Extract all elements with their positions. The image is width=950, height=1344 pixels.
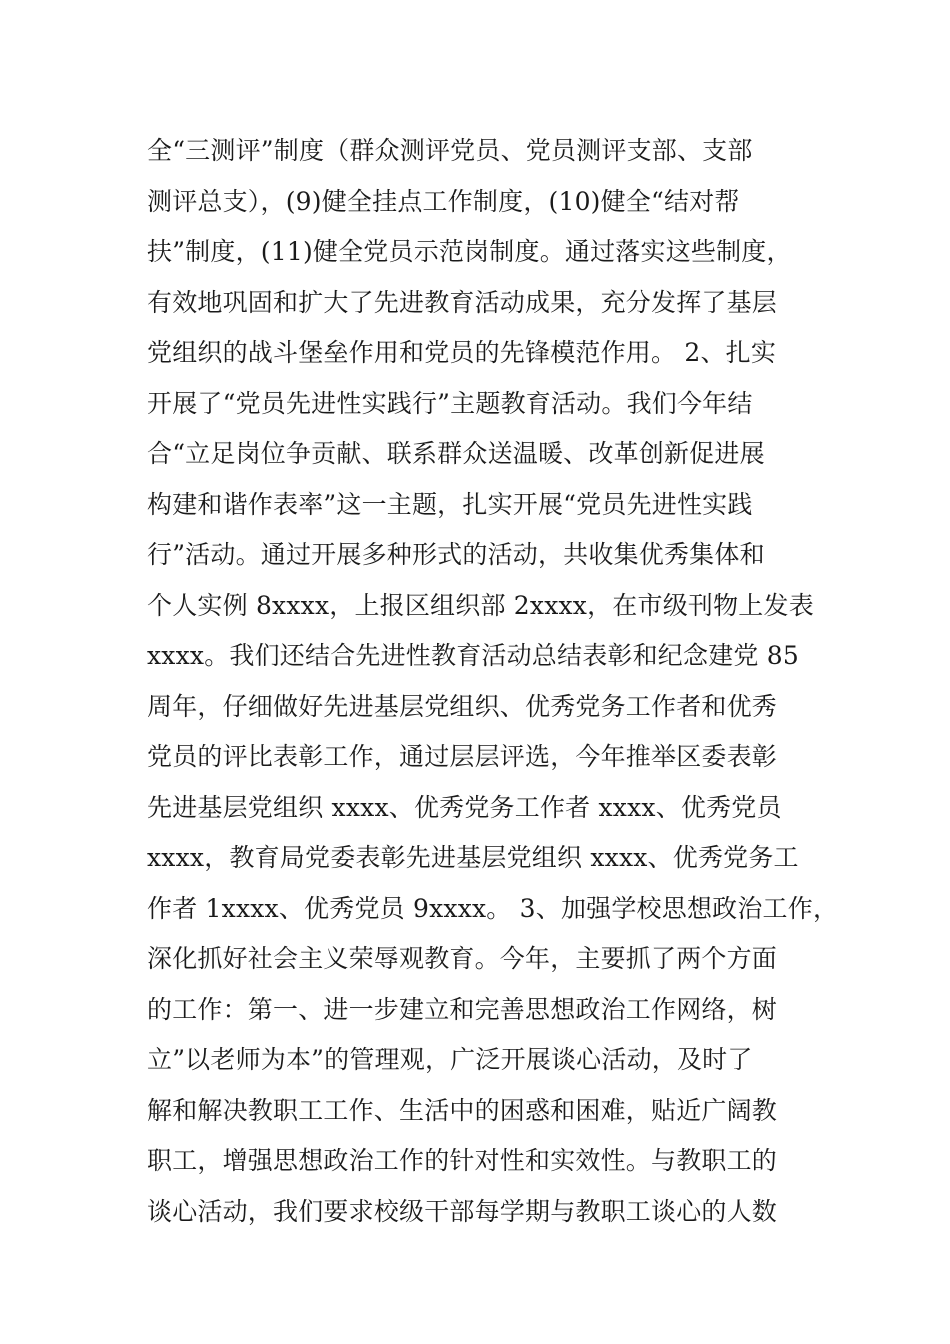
- text-line: 有效地巩固和扩大了先进教育活动成果，充分发挥了基层: [147, 287, 778, 317]
- text-line: 周年，仔细做好先进基层党组织、优秀党务工作者和优秀: [147, 691, 778, 721]
- text-line: 立”以老师为本”的管理观，广泛开展谈心活动，及时了: [147, 1045, 753, 1074]
- text-line: 谈心活动，我们要求校级干部每学期与教职工谈心的人数: [147, 1196, 778, 1226]
- text-line: xxxx，教育局党委表彰先进基层党组织 xxxx、优秀党务工: [147, 843, 799, 872]
- text-line: 党员的评比表彰工作，通过层层评选，今年推举区委表彰: [147, 742, 778, 771]
- text-line: 的工作：第一、进一步建立和完善思想政治工作网络，树: [147, 994, 778, 1024]
- text-line: 作者 1xxxx、优秀党员 9xxxx。 3、加强学校思想政治工作，: [147, 893, 839, 923]
- text-line: 职工，增强思想政治工作的针对性和实效性。与教职工的: [147, 1146, 778, 1175]
- text-line: 全“三测评”制度（群众测评党员、党员测评支部、支部: [147, 136, 753, 165]
- text-line: 合“立足岗位争贡献、联系群众送温暖、改革创新促进展: [147, 439, 765, 468]
- text-line: 测评总支），(9)健全挂点工作制度，(10)健全“结对帮: [147, 186, 740, 216]
- text-line: 先进基层党组织 xxxx、优秀党务工作者 xxxx、优秀党员: [147, 792, 782, 822]
- text-line: 扶”制度，(11)健全党员示范岗制度。通过落实这些制度，: [147, 237, 792, 266]
- text-line: 党组织的战斗堡垒作用和党员的先锋模范作用。 2、扎实: [147, 338, 777, 367]
- text-line: 行”活动。通过开展多种形式的活动，共收集优秀集体和: [147, 540, 765, 569]
- text-line: xxxx。我们还结合先进性教育活动总结表彰和纪念建党 85: [147, 641, 799, 670]
- text-line: 个人实例 8xxxx，上报区组织部 2xxxx，在市级刊物上发表: [147, 590, 814, 620]
- text-line: 解和解决教职工工作、生活中的困惑和困难，贴近广阔教: [147, 1095, 778, 1125]
- text-line: 深化抓好社会主义荣辱观教育。今年，主要抓了两个方面: [147, 944, 778, 973]
- body-text: [147, 126, 847, 1237]
- text-line: 构建和谐作表率”这一主题，扎实开展“党员先进性实践: [147, 489, 753, 519]
- text-line: 开展了“党员先进性实践行”主题教育活动。我们今年结: [147, 388, 753, 418]
